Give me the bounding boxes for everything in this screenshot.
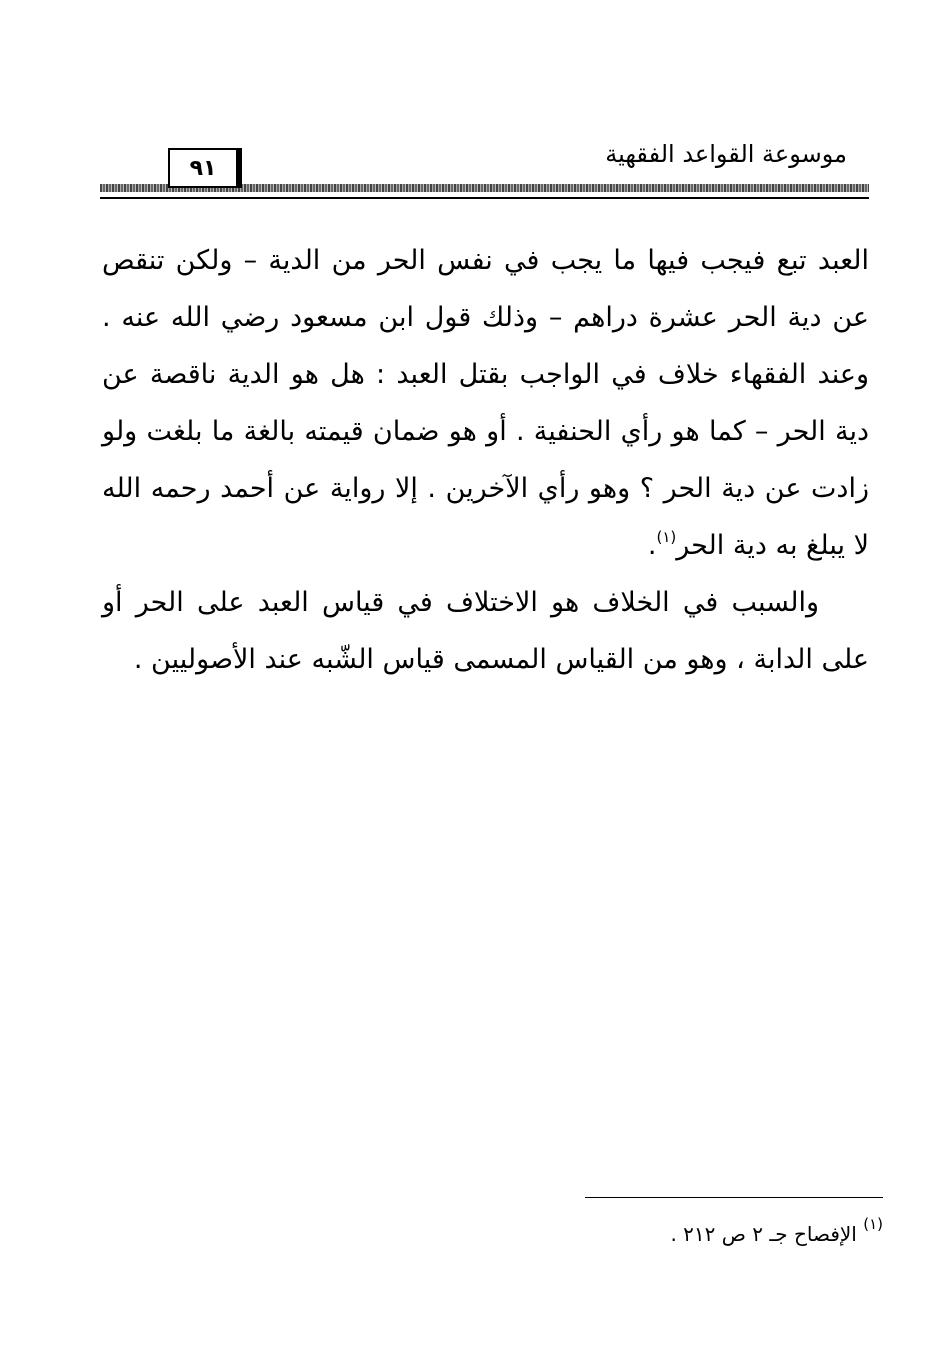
running-header-title: موسوعة القواعد الفقهية [605,140,847,168]
footnote-separator [585,1197,883,1198]
page-number: ٩١ [168,148,242,188]
paragraph-1-end: . [647,530,657,561]
paragraph-2: والسبب في الخلاف هو الاختلاف في قياس العبد على الحر أو على الدابة ، وهو من القياس المسمى قياس الشّبه عند الأصوليين . [102,587,869,675]
footnote-text: الإفصاح جـ ٢ ص ٢١٢ . [670,1222,857,1246]
paragraph-1 [102,232,869,574]
footnote-1 [670,1215,883,1246]
footnote-reference: (١) [656,528,677,546]
header-rule-thin [100,197,869,199]
footnote-marker: (١) [863,1215,883,1233]
body-text [102,232,869,688]
paragraph-1-text: العبد تبع فيجب فيها ما يجب في نفس الحر من الدية – ولكن تنقص عن دية الحر عشرة دراهم – وذلك قول ابن مسعود رضي الله عنه . وعند الفقهاء خلاف في الواجب بقتل العبد : هل هو الدية ناقصة عن دية الحر – كما هو رأي الحنفية . أو هو ضمان قيمته بالغة ما بلغت ولو زادت عن دية الحر ؟ وهو رأي الآخرين . إلا رواية عن أحمد رحمه الله لا يبلغ به دية الحر [102,245,869,561]
